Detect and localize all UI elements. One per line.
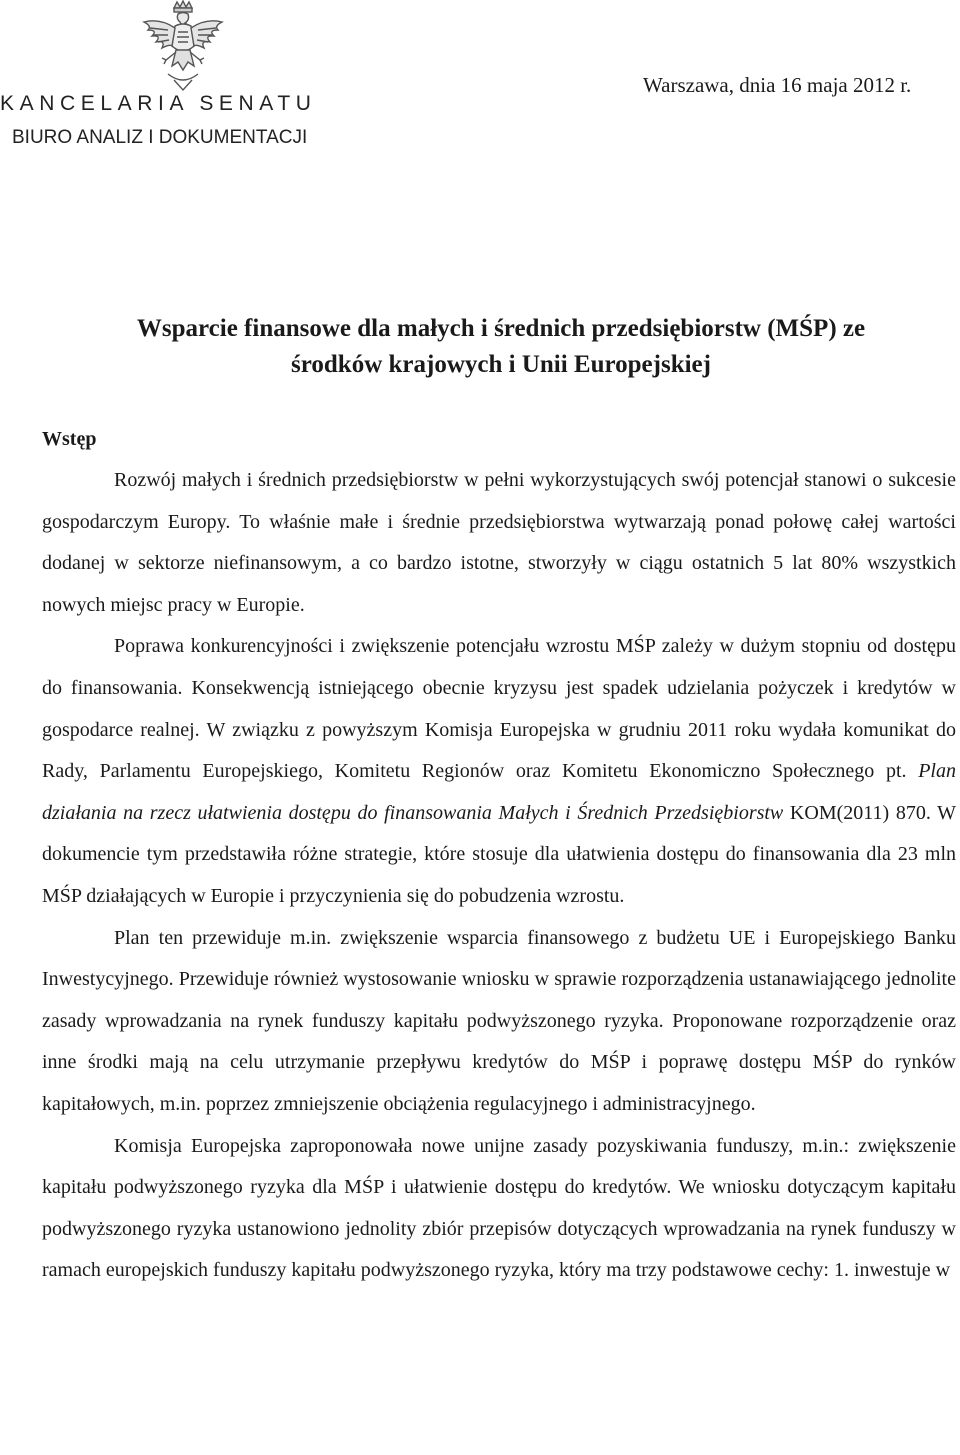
paragraph-3: Plan ten przewiduje m.in. zwiększenie wsparcia finansowego z budżetu UE i Europejskiego Banku Inwestycyjnego. Przewiduje również wystosowanie wniosku w sprawie rozporządzenia ustanawiającego jednolite zasady wprowadzania na rynek funduszy kapitału podwyższonego ryzyka. Proponowane rozporządzenie oraz inne środki mają na celu utrzymanie przepływu kredytów do MŚP i poprawę dostępu MŚP do rynków kapitałowych, m.in. poprzez zmniejszenie obciążenia regulacyjnego i administracyjnego. xyxy=(42,926,956,1115)
paragraph-1: Rozwój małych i średnich przedsiębiorstw w pełni wykorzystujących swój potencjał stanowi o sukcesie gospodarczym Europy. To właśnie małe i średnie przedsiębiorstwa wytwarzają ponad połowę całej wartości dodanej w sektorze niefinansowym, a co bardzo istotne, stworzyły w ciągu ostatnich 5 lat 80% wszystkich nowych miejsc pracy w Europie. xyxy=(42,469,956,616)
institution-name: KANCELARIA SENATU xyxy=(0,92,317,115)
department-name: BIURO ANALIZ I DOKUMENTACJI xyxy=(12,127,308,148)
place-date: Warszawa, dnia 16 maja 2012 r. xyxy=(643,73,912,97)
paragraph-4: Komisja Europejska zaproponowała nowe unijne zasady pozyskiwania funduszy, m.in.: zwiększenie kapitału podwyższonego ryzyka dla MŚP i ułatwienie dostępu do kredytów. We wniosku dotyczącym kapitału podwyższonego ryzyka ustanowiono jednolity zbiór przepisów dotyczących wprowadzania na rynek funduszy w ramach europejskich funduszy kapitału podwyższonego ryzyka, który ma trzy podstawowe cechy: 1. inwestuje w xyxy=(42,1134,956,1282)
paragraph-2-text-b: KOM(2011) 870. W dokumencie tym przedstawiła różne strategie, które stosuje dla ułatwienia dostępu do finansowania dla 23 mln MŚP działających w Europie i przyczynienia się do pobudzenia wzrostu. xyxy=(42,801,956,907)
polish-eagle-emblem-icon xyxy=(138,0,228,92)
paragraph-2-text-a: Poprawa konkurencyjności i zwiększenie potencjału wzrostu MŚP zależy w dużym stopniu od dostępu do finansowania. Konsekwencją istniejącego obecnie kryzysu jest spadek udzielania pożyczek i kredytów w gospodarce realnej. W związku z powyższym Komisja Europejska w grudniu 2011 roku wydała komunikat do Rady, Parlamentu Europejskiego, Komitetu Regionów oraz Komitetu Ekonomiczno Społecznego pt. xyxy=(42,635,956,783)
document-body xyxy=(42,460,956,1292)
paragraph-2 xyxy=(42,626,956,917)
title-line-1: Wsparcie finansowe dla małych i średnich przedsiębiorstw (MŚP) ze xyxy=(136,315,866,342)
section-heading: Wstęp xyxy=(42,428,97,450)
title-line-2: środków krajowych i Unii Europejskiej xyxy=(291,351,711,378)
paragraph-2-italic-title: Plan działania na rzecz ułatwienia dostępu do finansowania Małych i Średnich Przedsiębiorstw xyxy=(42,760,956,824)
document-title xyxy=(42,311,960,383)
